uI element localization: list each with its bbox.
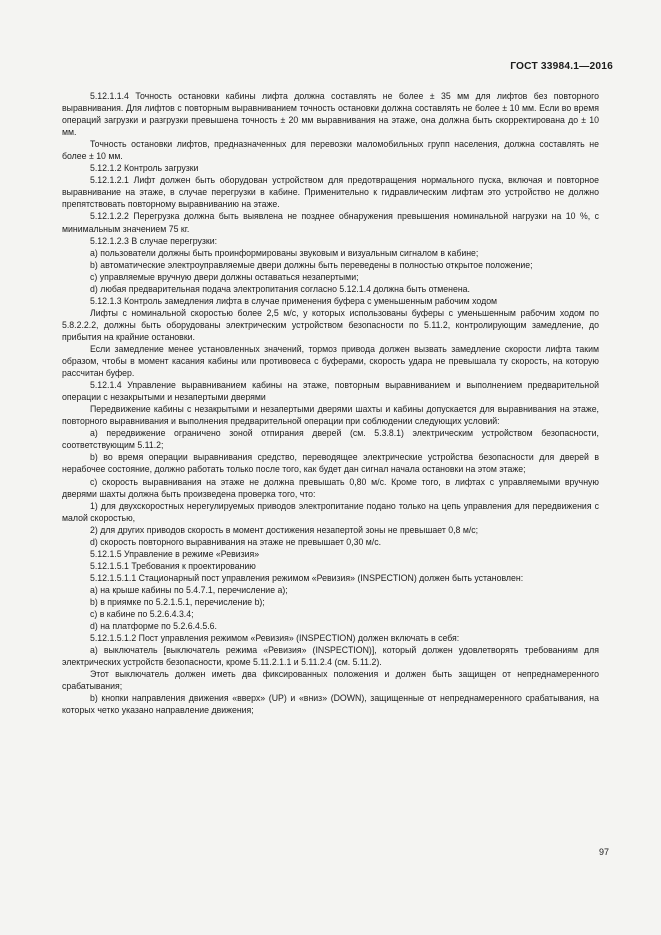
document-header: ГОСТ 33984.1—2016	[510, 61, 613, 72]
list-item: a) выключатель [выключатель режима «Ревизия» (INSPECTION)], который должен удовлетворять требованиям для электрических устройств безопасности, кроме 5.11.2.1.1 и 5.11.2.4 (см. 5.11.2).	[62, 645, 599, 668]
section-heading: 5.12.1.4 Управление выравниванием кабины на этаже, повторным выравниванием и выполнением предварительной операции с незакрытыми и незапертыми дверями	[62, 380, 599, 403]
list-item: a) передвижение ограничено зоной отпирания дверей (см. 5.3.8.1) электрическим устройством безопасности, соответствующим 5.11.2;	[62, 428, 599, 451]
sub-list-item: 1) для двухскоростных нерегулируемых приводов электропитание подано только на цепь управления для передвижения с малой скоростью,	[62, 500, 599, 523]
section-heading: 5.12.1.5 Управление в режиме «Ревизия»	[90, 548, 260, 559]
document-body	[62, 90, 599, 716]
paragraph: Лифты с номинальной скоростью более 2,5 м/с, у которых использованы буферы с уменьшенным рабочим ходом по 5.8.2.2.2, должны быть оборудованы электрическим устройством безопасности по 5.11.2, контролирующим замедление, до прибытия на крайние остановки.	[62, 307, 599, 342]
list-item: c) в кабине по 5.2.6.4.3.4;	[90, 609, 194, 620]
list-item: b) во время операции выравнивания средство, переводящее электрические устройства безопасности для дверей в нерабочее состояние, должно работать только после того, как будет дан сигнал начала остановки на этом этаже;	[62, 452, 599, 475]
paragraph: 5.12.1.2.2 Перегрузка должна быть выявлена не позднее обнаружения превышения номинальной нагрузки на 10 %, с минимальным значением 75 кг.	[62, 211, 599, 234]
list-item: d) любая предварительная подача электропитания согласно 5.12.1.4 должна быть отменена.	[90, 283, 470, 294]
page-number: 97	[598, 847, 609, 857]
section-heading: 5.12.1.2 Контроль загрузки	[90, 163, 199, 174]
paragraph: Если замедление менее установленных значений, тормоз привода должен вызвать замедление скорости лифта таким образом, чтобы в момент касания кабины или противовеса с буферами, скорость удара не превышала ту скорость, на которую рассчитан буфер.	[62, 343, 599, 379]
list-item: d) скорость повторного выравнивания на этаже не превышает 0,30 м/с.	[90, 536, 382, 547]
paragraph: Точность остановки лифтов, предназначенных для перевозки маломобильных групп населения, должна составлять не более ± 10 мм.	[62, 139, 599, 162]
section-heading: 5.12.1.5.1 Требования к проектированию	[90, 560, 256, 571]
paragraph: 5.12.1.5.1.1 Стационарный пост управления режимом «Ревизия» (INSPECTION) должен быть установлен:	[90, 572, 524, 583]
paragraph: 5.12.1.2.1 Лифт должен быть оборудован устройством для предотвращения нормального пуска, включая и повторное выравнивание на этаже, в случае перегрузки в кабине. Применительно к гидравлическим лифтам это устройство не должно препятствовать повторному выравниванию на этаже.	[62, 175, 599, 210]
list-item: b) кнопки направления движения «вверх» (UP) и «вниз» (DOWN), защищенные от непреднамеренного срабатывания, на которых четко указано направление движения;	[62, 693, 599, 716]
paragraph: Этот выключатель должен иметь два фиксированных положения и должен быть защищен от непреднамеренного срабатывания;	[62, 669, 599, 692]
paragraph: Передвижение кабины с незакрытыми и незапертыми дверями шахты и кабины допускается для выравнивания на этаже, повторного выравнивания и выполнения предварительной операции при соблюдении следующих условий:	[62, 404, 599, 427]
paragraph: 5.12.1.5.1.2 Пост управления режимом «Ревизия» (INSPECTION) должен включать в себя:	[90, 633, 460, 644]
list-item: a) пользователи должны быть проинформированы звуковым и визуальным сигналом в кабине;	[90, 247, 479, 258]
section-heading: 5.12.1.3 Контроль замедления лифта в случае применения буфера с уменьшенным рабочим ходом	[90, 295, 498, 306]
list-item: d) на платформе по 5.2.6.4.5.6.	[90, 621, 217, 632]
list-item: b) в приямке по 5.2.1.5.1, перечисление b);	[90, 596, 265, 607]
list-item: c) скорость выравнивания на этаже не должна превышать 0,80 м/с. Кроме того, в лифтах с управляемыми вручную дверями шахты должна быть произведена проверка того, что:	[62, 476, 599, 499]
paragraph: 5.12.1.2.3 В случае перегрузки:	[90, 235, 218, 246]
list-item: b) автоматические электроуправляемые двери должны быть переведены в полностью открытое положение;	[90, 259, 533, 270]
list-item: c) управляемые вручную двери должны оставаться незапертыми;	[90, 271, 359, 282]
list-item: a) на крыше кабины по 5.4.7.1, перечисление a);	[90, 584, 288, 595]
paragraph: 5.12.1.1.4 Точность остановки кабины лифта должна составлять не более ± 35 мм для лифтов без повторного выравнивания. Для лифтов с повторным выравниванием точность остановки должна составлять не более ± 10 мм. Если во время операций загрузки и разгрузки превышена точность ± 20 мм выравнивания на этаже, она должна быть скорректирована до ± 10 мм.	[62, 91, 599, 138]
sub-list-item: 2) для других приводов скорость в момент достижения незапертой зоны не превышает 0,8 м/с;	[90, 524, 479, 535]
